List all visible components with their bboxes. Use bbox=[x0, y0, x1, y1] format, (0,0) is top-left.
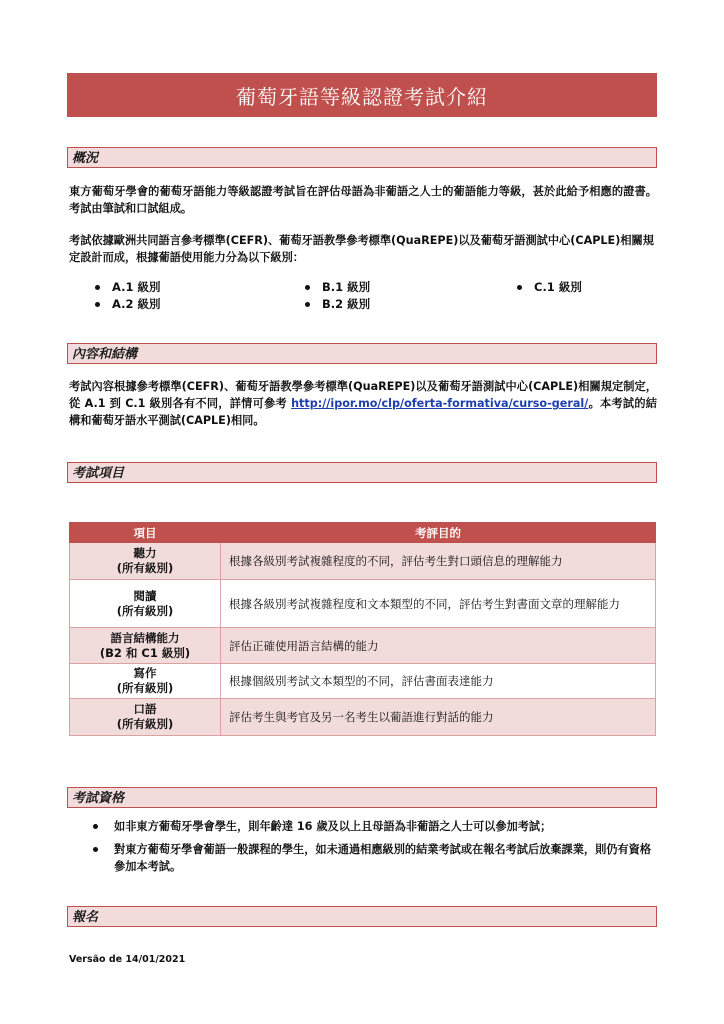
content-text-after-link: 。本考試的結構和葡萄牙語水平測試(CAPLE)相同。 bbox=[69, 397, 657, 427]
table-row bbox=[70, 628, 656, 664]
level-list bbox=[88, 279, 648, 315]
table-cell-item bbox=[70, 699, 221, 736]
page-title: 葡萄牙語等級認證考試介紹 bbox=[67, 73, 657, 117]
exam-items-table bbox=[69, 522, 656, 736]
table-cell-item bbox=[70, 580, 221, 628]
overview-paragraph-2: 考試依據歐洲共同語言參考標準(CEFR)、葡萄牙語教學參考標準(QuaREPE)以及葡萄牙語測試中心(CAPLE)相關規定設計而成，根據葡語使用能力分為以下級別： bbox=[69, 234, 654, 264]
table-cell-purpose: 根據各級別考試複雜程度和文本類型的不同，評估考生對書面文章的理解能力 bbox=[221, 580, 656, 628]
section-header-registration: 報名 bbox=[67, 906, 657, 927]
section-header-content: 內容和結構 bbox=[67, 343, 657, 364]
table-cell-item bbox=[70, 628, 221, 664]
section-header-items: 考試項目 bbox=[67, 462, 657, 483]
section-header-eligibility: 考試資格 bbox=[67, 787, 657, 808]
curso-geral-link[interactable]: http://ipor.mo/clp/oferta-formativa/curso-geral/ bbox=[291, 397, 589, 410]
column-header-item: 項目 bbox=[70, 523, 221, 543]
item-name: 寫作 bbox=[133, 666, 157, 680]
item-scope: (所有級別) bbox=[116, 603, 174, 618]
item-name: 口語 bbox=[133, 702, 157, 716]
level-item: B.1 級別 bbox=[322, 280, 371, 294]
item-name: 語言結構能力 bbox=[110, 630, 180, 645]
table-row bbox=[70, 699, 656, 736]
level-item: A.2 級別 bbox=[112, 297, 161, 311]
table-cell-purpose: 評估考生與考官及另一名考生以葡語進行對話的能力 bbox=[221, 699, 656, 736]
list-item: 對東方葡萄牙學會葡語一般課程的學生，如未通過相應級別的結業考試或在報名考試后放棄課業，則仍有資格參加本考試。 bbox=[114, 841, 654, 875]
item-name: 聽力 bbox=[133, 546, 157, 560]
table-row bbox=[70, 664, 656, 699]
content-paragraph bbox=[69, 378, 657, 429]
item-scope: (B2 和 C1 級別) bbox=[99, 645, 191, 660]
table-cell-purpose: 根據各級別考試複雜程度的不同，評估考生對口頭信息的理解能力 bbox=[221, 543, 656, 580]
table-cell-purpose: 根據個級別考試文本類型的不同，評估書面表達能力 bbox=[221, 664, 656, 699]
table-row bbox=[70, 543, 656, 580]
column-header-purpose: 考評目的 bbox=[221, 523, 656, 543]
content-text-before-link: 考試內容根據參考標準(CEFR)、葡萄牙語教學參考標準(QuaREPE)以及葡萄牙語測試中心(CAPLE)相關規定制定，從 A.1 到 C.1 級別各有不同，詳情可參考 bbox=[69, 380, 657, 410]
item-name: 閱讀 bbox=[133, 588, 157, 603]
section-header-overview: 概況 bbox=[67, 147, 657, 168]
table-row bbox=[70, 580, 656, 628]
level-item: C.1 級別 bbox=[534, 280, 582, 294]
level-item: A.1 級別 bbox=[112, 280, 161, 294]
list-item: 如非東方葡萄牙學會學生，則年齡達 16 歲及以上且母語為非葡語之人士可以參加考試； bbox=[114, 818, 654, 835]
table-cell-purpose: 評估正確使用語言結構的能力 bbox=[221, 628, 656, 664]
level-item: B.2 級別 bbox=[322, 297, 371, 311]
item-scope: (所有級別) bbox=[116, 681, 174, 695]
version-label: Versão de 14/01/2021 bbox=[69, 954, 186, 965]
table-cell-item bbox=[70, 664, 221, 699]
overview-paragraph-1: 東方葡萄牙學會的葡萄牙語能力等級認證考試旨在評估母語為非葡語之人士的葡語能力等級，甚於此給予相應的證書。考試由筆試和口試組成。 bbox=[69, 185, 657, 215]
eligibility-list bbox=[114, 818, 654, 875]
item-scope: (所有級別) bbox=[116, 717, 174, 731]
table-cell-item bbox=[70, 543, 221, 580]
item-scope: (所有級別) bbox=[116, 561, 174, 575]
